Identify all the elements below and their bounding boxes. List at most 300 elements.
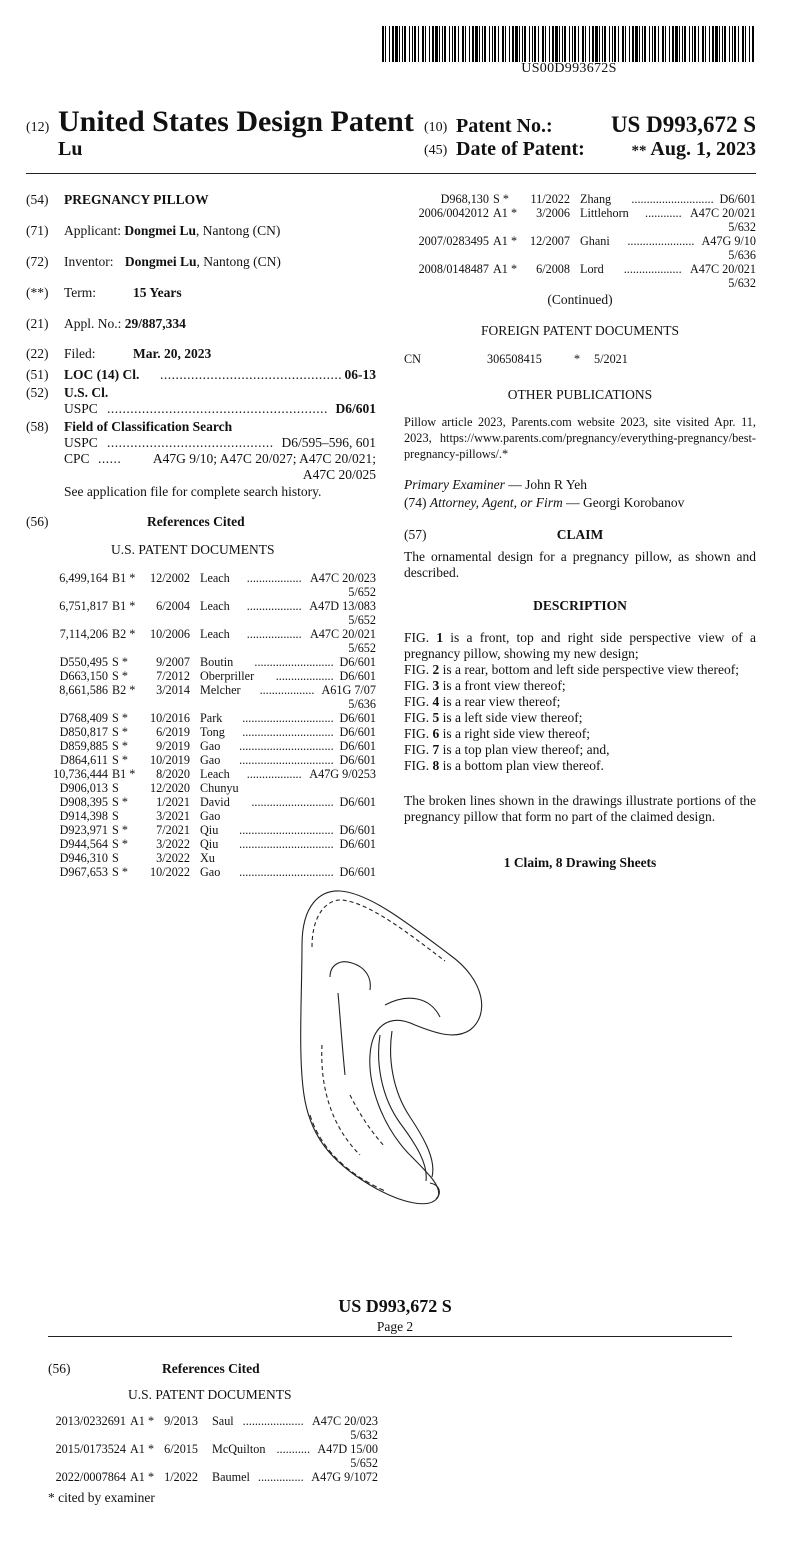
reference-kind: S *	[112, 739, 128, 753]
reference-number: 2008/0148487	[418, 262, 489, 276]
reference-date: 1/2022	[164, 1470, 198, 1484]
figure-number: 6	[432, 726, 440, 741]
figure-prefix: FIG.	[404, 630, 437, 645]
continued-label: (Continued)	[547, 292, 613, 307]
applicant-location: , Nantong (CN)	[196, 223, 281, 238]
reference-class: A61G 7/07	[321, 683, 376, 697]
reference-kind: S *	[112, 795, 128, 809]
figure-description	[404, 694, 756, 710]
reference-dots: ...............................	[239, 739, 334, 753]
reference-inventor: Gao	[200, 753, 221, 767]
reference-dots: ............	[645, 206, 682, 220]
reference-kind: S *	[112, 753, 128, 767]
figure-text: is a top plan view thereof; and,	[439, 742, 610, 757]
barcode-bar	[409, 26, 410, 62]
figure-number: 5	[432, 710, 440, 725]
barcode-bar	[724, 26, 726, 62]
appl-no	[64, 316, 186, 332]
reference-class: D6/601	[719, 192, 756, 206]
term-label: Term:	[64, 285, 97, 300]
reference-row	[404, 206, 756, 220]
reference-inventor: Boutin	[200, 655, 234, 669]
barcode-bar	[642, 26, 643, 62]
figure-number: 7	[432, 742, 440, 757]
reference-row	[46, 753, 376, 767]
barcode-bar	[475, 26, 478, 62]
barcode-bar	[505, 26, 506, 62]
figure-prefix: FIG.	[404, 742, 433, 757]
reference-kind: A1 *	[493, 206, 518, 220]
reference-kind: B1 *	[112, 571, 136, 585]
reference-dots: ..................	[246, 571, 302, 585]
foreign-number: 306508415	[487, 352, 542, 366]
figure-prefix: FIG.	[404, 694, 433, 709]
reference-dots: ...............................	[239, 837, 334, 851]
figure-number: 4	[432, 694, 440, 709]
reference-inventor: Tong	[200, 725, 225, 739]
reference-class-secondary: 5/636	[348, 697, 376, 711]
inventor-name: Dongmei Lu	[124, 254, 197, 269]
barcode-bar	[574, 26, 576, 62]
appl-no-value: 29/887,334	[124, 316, 186, 331]
reference-kind: S *	[112, 865, 128, 879]
barcode-bar	[552, 26, 554, 62]
reference-class-continued	[404, 248, 756, 262]
barcode-bar	[414, 26, 416, 62]
barcode-bar	[435, 26, 438, 62]
barcode-bar	[715, 26, 718, 62]
reference-class-continued	[46, 641, 376, 655]
reference-number: 2006/0042012	[418, 206, 489, 220]
reference-number: D968,130	[440, 192, 489, 206]
barcode-bar	[422, 26, 424, 62]
appl-no-label: Appl. No.:	[64, 316, 122, 331]
barcode-bar	[652, 26, 653, 62]
reference-inventor: Oberpriller	[200, 669, 255, 683]
claim-heading: CLAIM	[556, 527, 604, 542]
uspc-value: D6/601	[335, 401, 376, 416]
loc-dots: ...............................................	[160, 367, 343, 382]
barcode-bar	[578, 26, 579, 62]
reference-number: D906,013	[59, 781, 108, 795]
reference-inventor: Ghani	[580, 234, 610, 248]
reference-row	[404, 192, 756, 206]
barcode-bar	[585, 26, 586, 62]
reference-date: 3/2021	[156, 809, 190, 823]
reference-class: D6/601	[339, 837, 376, 851]
date-value: Aug. 1, 2023	[650, 138, 756, 160]
header-divider	[26, 173, 756, 174]
figure-number: 3	[432, 678, 440, 693]
reference-dots: ..............................	[242, 725, 334, 739]
code-57: (57)	[404, 527, 427, 542]
reference-number: D944,564	[59, 837, 108, 851]
figure-number: 1	[436, 630, 444, 645]
reference-kind: A1 *	[493, 234, 518, 248]
reference-kind: S	[112, 809, 119, 823]
reference-class: D6/601	[339, 865, 376, 879]
applicant-label: Applicant:	[64, 223, 121, 238]
reference-number: D864,611	[60, 753, 108, 767]
reference-dots: ...............................	[239, 823, 334, 837]
field-cpc-value-2: A47C 20/025	[302, 467, 376, 482]
barcode-bar	[569, 26, 570, 62]
barcode-bar	[545, 26, 546, 62]
reference-dots: ...................	[275, 669, 334, 683]
reference-number: 7,114,206	[59, 627, 108, 641]
barcode-bar	[484, 26, 486, 62]
field-cpc-dots: ......	[98, 451, 122, 466]
barcode-bar	[675, 26, 678, 62]
barcode-bar	[622, 26, 624, 62]
reference-dots: ...........................	[251, 795, 334, 809]
foreign-country: CN	[404, 352, 421, 366]
barcode-bar	[595, 26, 598, 62]
barcode-bar	[705, 26, 706, 62]
code-72: (72)	[26, 254, 49, 269]
reference-date: 3/2022	[156, 837, 190, 851]
reference-row	[46, 571, 376, 585]
figure-description	[404, 758, 756, 774]
barcode-bar	[609, 26, 610, 62]
barcode-bar	[519, 26, 520, 62]
reference-kind: S *	[493, 192, 509, 206]
barcode-bar	[562, 26, 563, 62]
reference-inventor: Leach	[200, 627, 230, 641]
reference-date: 12/2007	[530, 234, 570, 248]
us-patent-docs-heading: U.S. PATENT DOCUMENTS	[111, 542, 275, 557]
barcode-bar	[589, 26, 590, 62]
reference-date: 6/2019	[156, 725, 190, 739]
barcode-bar	[532, 26, 533, 62]
page2-references-list	[48, 1414, 378, 1484]
reference-kind: S *	[112, 711, 128, 725]
barcode-bar	[425, 26, 426, 62]
code-12: (12)	[26, 120, 50, 135]
primary-examiner	[404, 477, 587, 493]
barcode-bar	[482, 26, 483, 62]
foreign-star: *	[574, 352, 581, 366]
reference-kind: A1 *	[130, 1414, 155, 1428]
applicant	[64, 223, 280, 239]
barcode-bar	[399, 26, 400, 62]
reference-inventor: Leach	[200, 599, 230, 613]
date-of-patent	[632, 138, 756, 161]
reference-class: A47D 13/083	[309, 599, 376, 613]
barcode-bar	[392, 26, 394, 62]
barcode-bar	[534, 26, 536, 62]
loc-label: LOC (14) Cl.	[64, 367, 140, 382]
barcode-bar	[529, 26, 530, 62]
barcode-bar	[395, 26, 398, 62]
reference-row	[48, 1442, 378, 1456]
other-publications-heading: OTHER PUBLICATIONS	[507, 387, 653, 402]
code-58: (58)	[26, 419, 49, 434]
reference-class: A47C 20/023	[309, 571, 376, 585]
reference-class-secondary: 5/632	[728, 276, 756, 290]
code-51: (51)	[26, 367, 49, 382]
barcode-bar	[654, 26, 656, 62]
reference-class: A47C 20/021	[689, 262, 756, 276]
reference-row	[46, 809, 376, 823]
barcode-bar	[742, 26, 744, 62]
broken-lines-note: The broken lines shown in the drawings illustrate portions of the pregnancy pillow that form no part of the claimed design.	[404, 793, 756, 824]
barcode-bar	[582, 26, 584, 62]
figure-prefix: FIG.	[404, 726, 433, 741]
figure-prefix: FIG.	[404, 662, 433, 677]
patent-no-label: Patent No.:	[456, 115, 553, 137]
reference-row	[46, 725, 376, 739]
barcode-bar	[462, 26, 464, 62]
reference-class: A47G 9/10	[701, 234, 756, 248]
reference-row	[46, 669, 376, 683]
filed-value: Mar. 20, 2023	[133, 346, 212, 361]
figure-text: is a right side view thereof;	[439, 726, 590, 741]
primary-examiner-label: Primary Examiner	[404, 477, 505, 492]
reference-date: 3/2022	[156, 851, 190, 865]
reference-date: 6/2015	[164, 1442, 198, 1456]
reference-row	[46, 739, 376, 753]
reference-dots: ..................	[246, 767, 302, 781]
reference-date: 12/2002	[150, 571, 190, 585]
barcode-bar	[635, 26, 638, 62]
reference-inventor: Qiu	[200, 837, 219, 851]
barcode-bar	[629, 26, 630, 62]
figure-text: is a bottom plan view thereof.	[439, 758, 604, 773]
field-search-label: Field of Classification Search	[64, 419, 233, 434]
reference-date: 6/2008	[536, 262, 570, 276]
barcode-bar	[639, 26, 640, 62]
us-references-list	[46, 571, 376, 879]
reference-row	[46, 851, 376, 865]
figure-description	[404, 726, 756, 742]
barcode-bar	[472, 26, 474, 62]
reference-row	[46, 865, 376, 879]
cited-by-examiner: * cited by examiner	[48, 1490, 155, 1505]
barcode-bar	[412, 26, 413, 62]
barcode-bar	[669, 26, 670, 62]
barcode-bar	[682, 26, 683, 62]
reference-date: 9/2019	[156, 739, 190, 753]
barcode-bar	[694, 26, 696, 62]
reference-kind: S *	[112, 655, 128, 669]
reference-class: D6/601	[339, 739, 376, 753]
barcode-bar	[698, 26, 699, 62]
reference-class-secondary: 5/652	[350, 1456, 378, 1470]
code-10: (10)	[424, 120, 448, 135]
reference-dots: ..........................	[254, 655, 334, 669]
claims-summary: 1 Claim, 8 Drawing Sheets	[503, 855, 657, 870]
inventor-label: Inventor:	[64, 254, 114, 269]
barcode-bar	[604, 26, 606, 62]
reference-number: D908,395	[59, 795, 108, 809]
claim-text: The ornamental design for a pregnancy pillow, as shown and described.	[404, 549, 756, 580]
figure-description	[404, 630, 756, 662]
reference-kind: A1 *	[130, 1442, 155, 1456]
figure-prefix: FIG.	[404, 710, 433, 725]
field-cpc-label: CPC	[64, 451, 90, 466]
uspc-dots: .........................................................	[107, 401, 328, 416]
barcode-bar	[602, 26, 603, 62]
barcode-bar	[479, 26, 480, 62]
reference-date: 10/2006	[150, 627, 190, 641]
barcode-bar	[572, 26, 573, 62]
reference-class-continued	[404, 220, 756, 234]
reference-class-secondary: 5/652	[348, 641, 376, 655]
barcode-bar	[492, 26, 493, 62]
reference-date: 10/2016	[150, 711, 190, 725]
reference-class: A47C 20/023	[311, 1414, 378, 1428]
reference-row	[404, 234, 756, 248]
reference-number: 10,736,444	[53, 767, 108, 781]
barcode-bar	[632, 26, 634, 62]
code-21: (21)	[26, 316, 49, 331]
attorney-name: — Georgi Korobanov	[562, 495, 685, 510]
figure-description	[404, 710, 756, 726]
reference-date: 1/2021	[156, 795, 190, 809]
barcode-bar	[494, 26, 496, 62]
reference-dots: ...................	[623, 262, 682, 276]
header-inventor: Lu	[58, 138, 83, 160]
barcode-bar	[469, 26, 470, 62]
barcode-bar	[432, 26, 434, 62]
page2-us-docs-heading: U.S. PATENT DOCUMENTS	[128, 1387, 292, 1402]
reference-dots: ...........	[276, 1442, 310, 1456]
reference-dots: ..................	[246, 599, 302, 613]
page2-patent-number: US D993,672 S	[338, 1296, 452, 1316]
reference-class: A47C 20/021	[689, 206, 756, 220]
barcode-bar	[658, 26, 659, 62]
reference-dots: ..............................	[242, 711, 334, 725]
reference-kind: S *	[112, 725, 128, 739]
reference-class-continued	[48, 1456, 378, 1470]
barcode-bar	[732, 26, 733, 62]
reference-inventor: McQuilton	[212, 1442, 266, 1456]
attorney-label: Attorney, Agent, or Firm	[429, 495, 563, 510]
reference-dots: ...............................	[239, 753, 334, 767]
reference-inventor: Xu	[200, 851, 215, 865]
invention-title: PREGNANCY PILLOW	[64, 192, 209, 207]
reference-number: D768,409	[59, 711, 108, 725]
figure-description	[404, 742, 756, 758]
reference-date: 7/2012	[156, 669, 190, 683]
reference-date: 8/2020	[156, 767, 190, 781]
barcode-bar	[458, 26, 459, 62]
reference-number: 6,751,817	[59, 599, 108, 613]
other-publication-text: Pillow article 2023, Parents.com website 2023, site visited Apr. 11, 2023, https://www.parents.com/pregnancy/everything-pregnancy/best-pregnancy-pillows/.*	[404, 415, 756, 461]
barcode-bar	[429, 26, 430, 62]
reference-inventor: Leach	[200, 767, 230, 781]
date-stars: **	[631, 143, 647, 159]
reference-inventor: Saul	[212, 1414, 234, 1428]
reference-row	[48, 1414, 378, 1428]
barcode-number: US00D993672S	[521, 61, 617, 76]
reference-inventor: Littlehorn	[580, 206, 629, 220]
barcode-bar	[649, 26, 650, 62]
barcode-bar	[679, 26, 680, 62]
figure-description	[404, 662, 756, 678]
barcode-bar	[665, 26, 666, 62]
code-71: (71)	[26, 223, 49, 238]
filed-label: Filed:	[64, 346, 96, 361]
barcode-bar	[745, 26, 746, 62]
reference-inventor: Melcher	[200, 683, 241, 697]
figure-text: is a front view thereof;	[439, 678, 566, 693]
barcode-bar	[592, 26, 594, 62]
code-52: (52)	[26, 385, 49, 400]
barcode-bar	[662, 26, 664, 62]
barcode-bar	[385, 26, 386, 62]
reference-row	[46, 781, 376, 795]
reference-row	[46, 767, 376, 781]
reference-date: 10/2019	[150, 753, 190, 767]
barcode-bar	[614, 26, 616, 62]
reference-row	[46, 627, 376, 641]
barcode-bar	[515, 26, 518, 62]
figure-descriptions	[404, 630, 756, 774]
barcode-bar	[738, 26, 739, 62]
code-22: (22)	[26, 346, 49, 361]
barcode-bar	[618, 26, 619, 62]
code-74: (74)	[404, 495, 427, 510]
reference-inventor: Qiu	[200, 823, 219, 837]
barcode-bar	[418, 26, 419, 62]
uspc-label: USPC	[64, 401, 98, 416]
reference-class: A47G 9/0253	[309, 767, 376, 781]
description-heading: DESCRIPTION	[533, 598, 627, 613]
barcode-bar	[749, 26, 750, 62]
reference-class-continued	[48, 1428, 378, 1442]
reference-row	[404, 262, 756, 276]
reference-inventor: Zhang	[580, 192, 612, 206]
loc-value: 06-13	[344, 367, 376, 382]
inventor-location: , Nantong (CN)	[196, 254, 281, 269]
field-cpc-value-1: A47G 9/10; A47C 20/027; A47C 20/021;	[152, 451, 376, 466]
reference-inventor: Chunyu	[200, 781, 239, 795]
foreign-heading: FOREIGN PATENT DOCUMENTS	[480, 323, 680, 338]
barcode-bar	[684, 26, 686, 62]
reference-row	[46, 837, 376, 851]
reference-kind: A1 *	[493, 262, 518, 276]
reference-inventor: Gao	[200, 865, 221, 879]
reference-inventor: Lord	[580, 262, 604, 276]
reference-kind: S *	[112, 823, 128, 837]
barcode-bar	[442, 26, 443, 62]
figure-number: 2	[432, 662, 440, 677]
reference-class: D6/601	[339, 753, 376, 767]
reference-row	[46, 823, 376, 837]
barcode-bar	[489, 26, 490, 62]
field-uspc-value: D6/595–596, 601	[281, 435, 376, 450]
barcode-bar	[509, 26, 510, 62]
reference-date: 12/2020	[150, 781, 190, 795]
page2-references-heading: References Cited	[162, 1361, 260, 1376]
reference-dots: ....................	[242, 1414, 304, 1428]
barcode-bar	[389, 26, 390, 62]
barcode-bar	[542, 26, 544, 62]
reference-number: D550,495	[59, 655, 108, 669]
reference-class-continued	[46, 697, 376, 711]
barcode-bar	[564, 26, 566, 62]
reference-class-secondary: 5/632	[350, 1428, 378, 1442]
reference-inventor: Gao	[200, 739, 221, 753]
barcode-bar	[538, 26, 539, 62]
reference-dots: ...............	[257, 1470, 304, 1484]
barcode-bar	[644, 26, 646, 62]
barcode-bar	[465, 26, 466, 62]
reference-date: 7/2021	[156, 823, 190, 837]
reference-class: A47C 20/021	[309, 627, 376, 641]
